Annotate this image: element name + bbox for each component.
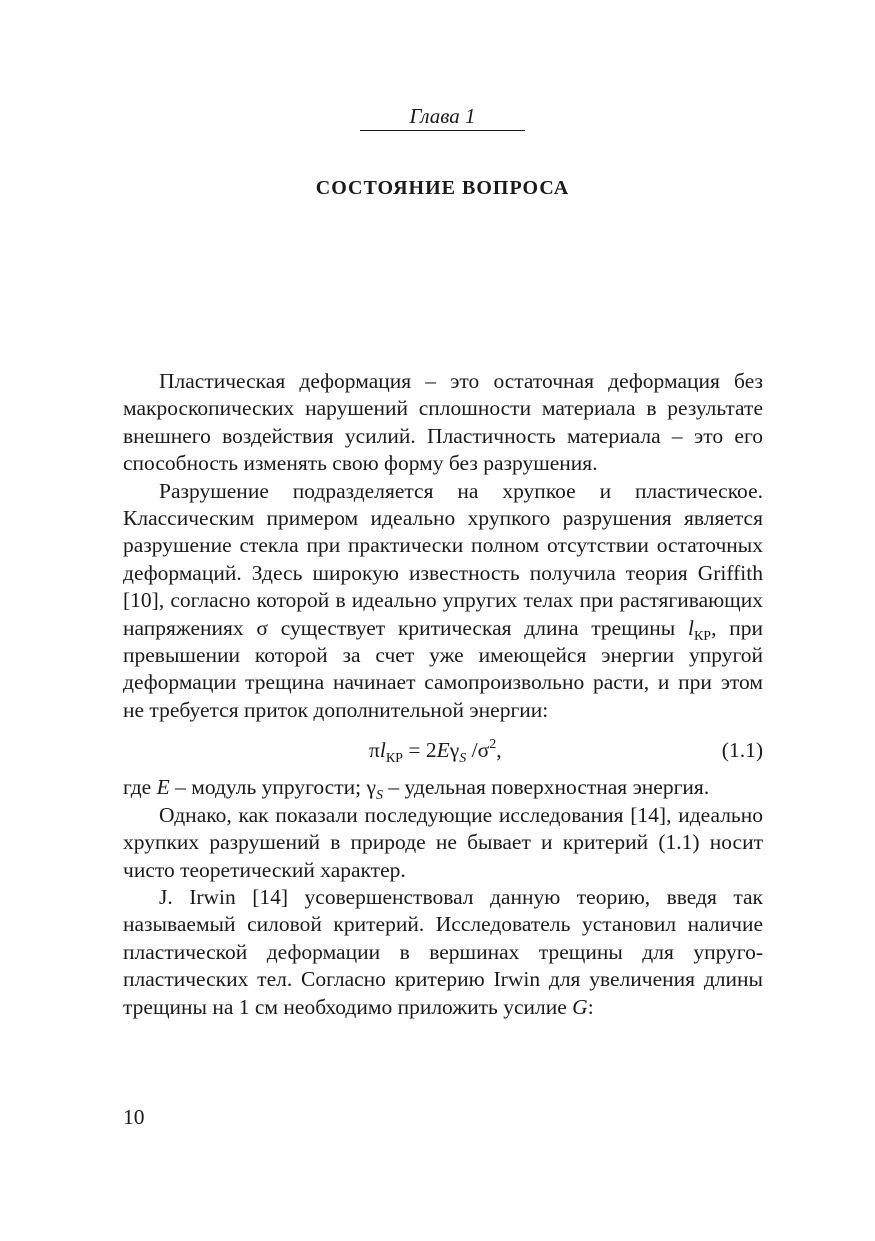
paragraph-plastic-deformation: Пластическая деформация – это остаточная деформация без макроскопических нарушений сплошности материала в результате внешнего воздействия усилий. Пластичность материала – это его способность изменять свою форму без разрушения. [123, 369, 763, 476]
where-text-c: – удельная поверхностная энергия. [382, 775, 710, 800]
formula-pi: π [369, 738, 380, 763]
irwin-colon: : [587, 994, 594, 1019]
formula-e: E [436, 738, 450, 763]
crack-length-subscript: КР [693, 628, 712, 644]
crack-length-symbol: l [687, 615, 694, 640]
where-e-symbol: E [156, 775, 170, 800]
chapter-label: Глава 1 [409, 104, 476, 128]
where-text-b: – модуль упругости; γ [169, 775, 376, 800]
where-text-a: где [123, 775, 157, 800]
chapter-title: СОСТОЯНИЕ ВОПРОСА [315, 177, 570, 199]
formula-equals: = 2 [402, 738, 437, 763]
formula-expression [369, 726, 502, 774]
formula-number: (1.1) [721, 738, 763, 763]
formula-gamma-subscript: S [459, 751, 467, 767]
paragraph-irwin [123, 884, 763, 1021]
formula-1-1 [123, 726, 763, 774]
formula-sigma: /σ [466, 738, 490, 763]
formula-comma: , [496, 738, 502, 763]
body-text [123, 368, 763, 1021]
paragraph-where [123, 774, 763, 804]
irwin-g-symbol: G [572, 994, 588, 1019]
irwin-text: J. Irwin [14] усовершенствовал данную теорию, введя так называемый силовой критерий. Исследователь установил наличие пластической деформации в вершинах трещины для упруго-пластических тел. Согласно критерию Irwin для увеличения длины трещины на 1 см необходимо приложить усилие [123, 884, 763, 1019]
formula-gamma: γ [449, 738, 460, 763]
formula-l-subscript: КР [385, 751, 403, 767]
formula-l: l [379, 738, 386, 763]
chapter-divider [360, 130, 525, 131]
paragraph-fracture-text-a: Разрушение подразделяется на хрупкое и пластическое. Классическим примером идеально хрупкого разрушения является разрушение стекла при практически полном отсутствии остаточных деформаций. Здесь широкую известность получила теория Griffith [10], согласно которой в идеально упругих телах при растягивающих напряжениях σ существует критическая длина трещины [123, 478, 763, 640]
paragraph-fracture-text-b: , при превышении которой за счет уже имеющейся энергии упругой деформации трещина начинает самопроизвольно расти, и при этом не требуется приток дополнительной энергии: [123, 615, 763, 722]
paragraph-fracture [123, 478, 763, 725]
page-number: 10 [123, 1105, 145, 1129]
paragraph-later-research: Однако, как показали последующие исследования [14], идеально хрупких разрушений в природе не бывает и критерий (1.1) носит чисто теоретический характер. [123, 802, 763, 882]
where-gamma-subscript: S [375, 788, 383, 804]
formula-sigma-exponent: 2 [489, 737, 497, 753]
